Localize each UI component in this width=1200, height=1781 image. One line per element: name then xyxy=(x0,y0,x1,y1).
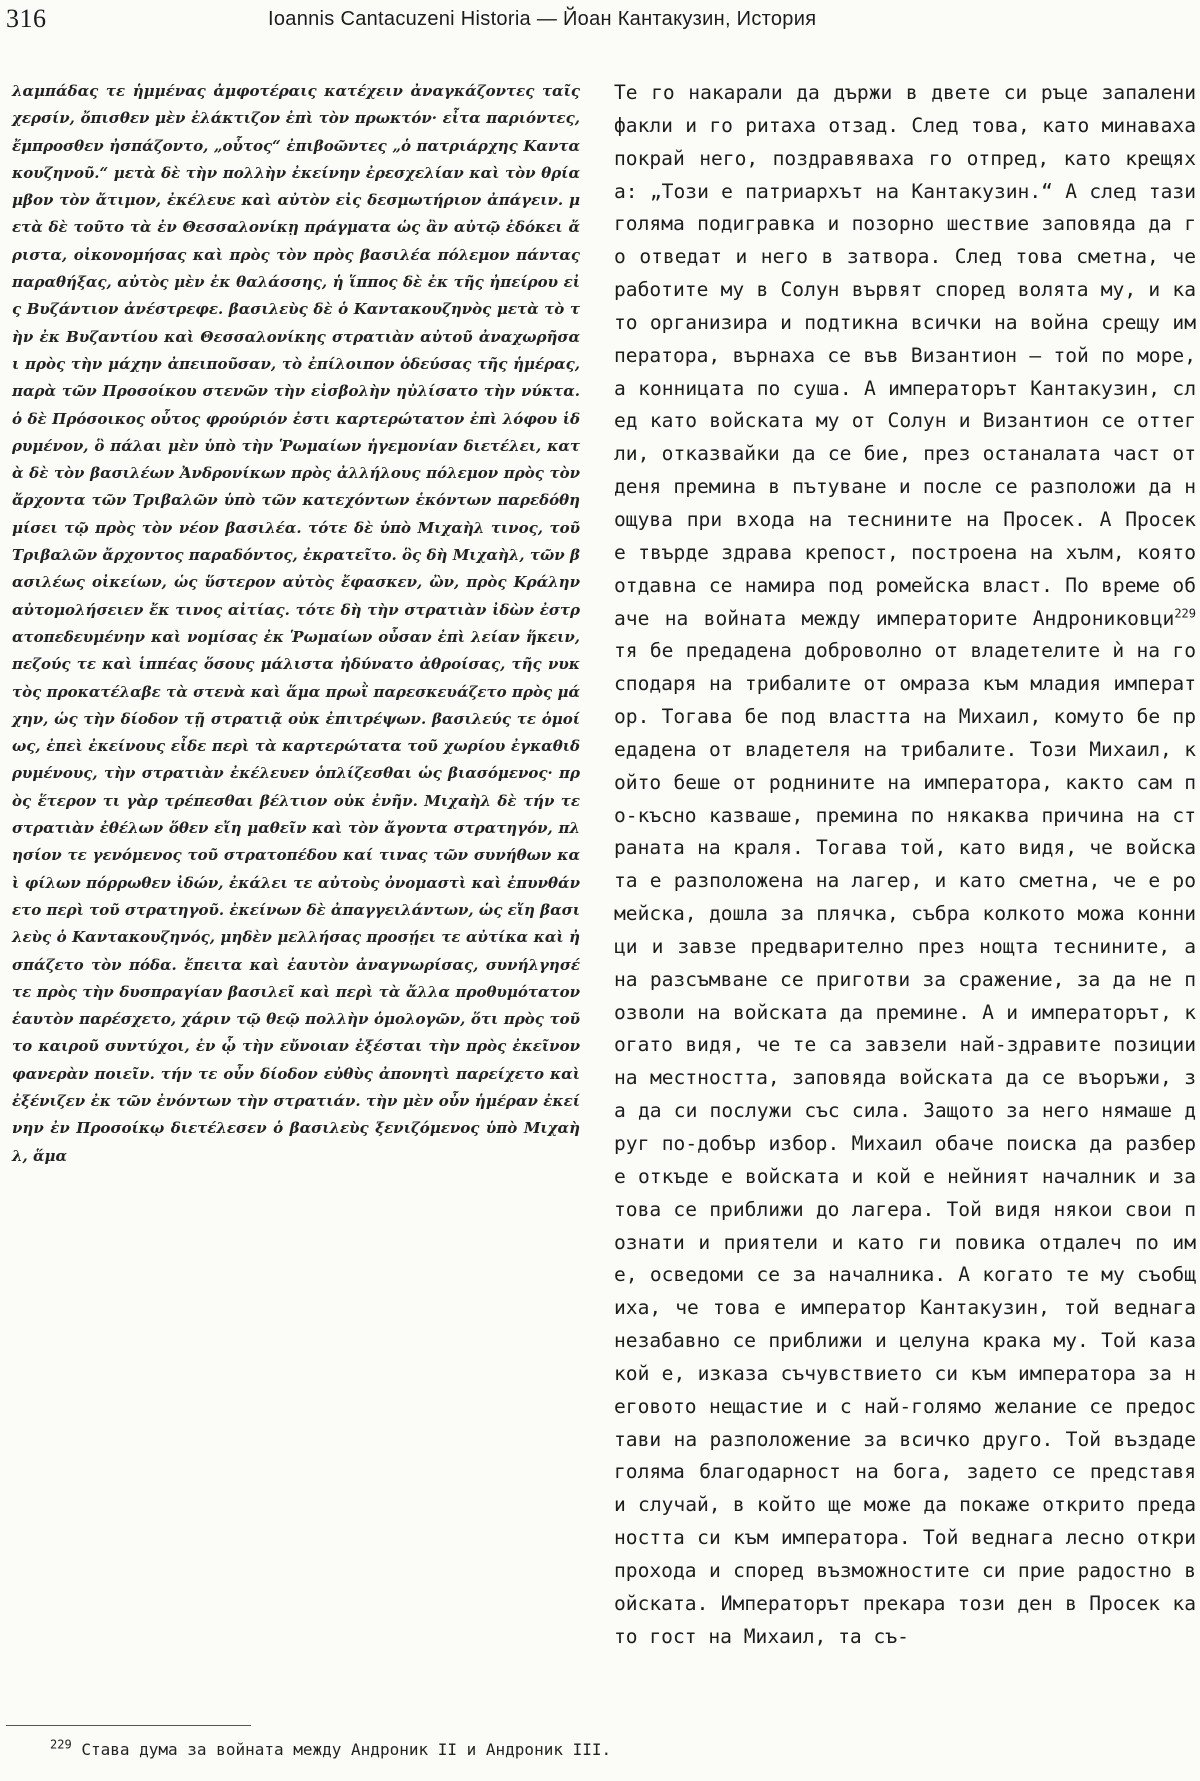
translation-text-part1: Те го накарали да държи в двете си ръце запалени факли и го ритаха отзад. След това, като минаваха покрай него, поздравяваха го отпред, като крещяха: „Този е патриархът на Кантакузин.“ А след тази голяма подигравка и позорно шествие заповяда да го отведат и него в затвора. След това сметна, че работите му в Солун вървят според волята му, и като организира и подтикна всички на война срещу императора, върнаха се във Византион — той по море, а конницата по суша. А императорът Кантакузин, след като войската му от Солун и Византион се оттегли, отказвайки да се бие, през останалата част от деня премина в пътуване и после се разположи да нощува при входа на теснините на Просек. А Просек е твърде здрава крепост, построена на хълм, която отдавна се намира под ромейска власт. По време обаче на войната между императорите Андрониковци xyxy=(614,81,1196,630)
translation-text-part2: тя бе предадена доброволно от владетелите ѝ на господаря на трибалите от омраза към младия император. Тогава бе под властта на Михаил, комуто бе предадена от владетеля на трибалите. Този Михаил, който беше от роднините на императора, както сам по-късно казваше, премина по някаква причина на страната на краля. Тогава той, като видя, че войската е разположена на лагер, и като сметна, че е ромейска, дошла за плячка, събра колкото можа конници и завзе предварително през нощта теснините, а на разсъмване се приготви за сражение, за да не позволи на войската да премине. А и императорът, когато видя, че те са завзели най-здравите позиции на местността, заповяда войската да се въоръжи, за да си послужи със сила. Защото за него нямаше друг по-добър избор. Михаил обаче поиска да разбере откъде е войската и кой е нейният началник и затова се приближи до лагера. Той видя някои свои познати и приятели и като ги повика отдалеч по име, осведоми се за началника. А когато те му съобщиха, че това е император Кантакузин, той веднага незабавно се приближи и целуна крака му. Той каза кой е, изказа съчувствието си към императора за неговото нещастие и с най-голямо желание се предостави на разположение за всичко друго. Той въздаде голяма благодарност на бога, задето се представя и случай, в който ще може да покаже открито предаността си към императора. Той веднага лесно откри прохода и според възможностите си прие радостно войската. Императорът прекара този ден в Просек като гост на Михаил, та съ- xyxy=(614,639,1196,1648)
footnote-divider xyxy=(6,1725,251,1726)
footnote-number: 229 xyxy=(50,1737,72,1752)
bulgarian-translation-column xyxy=(614,77,1196,1654)
page-number: 316 xyxy=(6,4,47,33)
footnote-reference: 229 xyxy=(1174,605,1196,620)
greek-text-column: λαμπάδας τε ἡμμένας ἀμφοτέραις κατέχειν ἀναγκάζοντες ταῖς χερσίν, ὄπισθεν μὲν ἐλάκτιζον ἐπὶ τὸν πρωκτόν· εἶτα παριόντες, ἔμπροσθεν ἠσπάζοντο, „οὗτος“ ἐπιβοῶντες „ὁ πατριάρχης Καντακουζηνοῦ.“ μετὰ δὲ τὴν πολλὴν ἐκείνην ἐρεσχελίαν καὶ τὸν θρίαμβον τὸν ἄτιμον, ἐκέλευε καὶ αὐτὸν εἰς δεσμωτήριον ἀπάγειν. μετὰ δὲ τοῦτο τὰ ἐν Θεσσαλονίκῃ πράγματα ὡς ἂν αὐτῷ ἐδόκει ἄριστα, οἰκονομήσας καὶ πρὸς τὸν πρὸς βασιλέα πόλεμον πάντας παραθήξας, αὐτὸς μὲν ἐκ θαλάσσης, ἡ ἵππος δὲ ἐκ τῆς ἠπείρου εἰς Βυζάντιον ἀνέστρεφε. βασιλεὺς δὲ ὁ Καντακουζηνὸς μετὰ τὸ τὴν ἐκ Βυζαντίου καὶ Θεσσαλονίκης στρατιὰν αὐτοῦ ἀναχωρῆσαι πρὸς τὴν μάχην ἀπειποῦσαν, τὸ ἐπίλοιπον ὁδεύσας τῆς ἡμέρας, παρὰ τῶν Προσοίκου στενῶν τὴν εἰσβολὴν ηὐλίσατο τὴν νύκτα. ὁ δὲ Πρόσοικος οὗτος φρούριόν ἐστι καρτερώτατον ἐπὶ λόφου ἱδρυμένον, ὃ πάλαι μὲν ὑπὸ τὴν Ῥωμαίων ἡγεμονίαν διετέλει, κατὰ δὲ τὸν βασιλέων Ἀνδρονίκων πρὸς ἀλλήλους πόλεμον πρὸς τὸν ἄρχοντα τῶν Τριβαλῶν ὑπὸ τῶν κατεχόντων ἑκόντων παρεδόθη μίσει τῷ πρὸς τὸν νέον βασιλέα. τότε δὲ ὑπὸ Μιχαὴλ τινος, τοῦ Τριβαλῶν ἄρχοντος παραδόντος, ἐκρατεῖτο. ὃς δὴ Μιχαὴλ, τῶν βασιλέως οἰκείων, ὡς ὕστερον αὐτὸς ἔφασκεν, ὢν, πρὸς Κράλην αὐτομολήσειεν ἔκ τινος αἰτίας. τότε δὴ τὴν στρατιὰν ἰδὼν ἐστρατοπεδευμένην καὶ νομίσας ἐκ Ῥωμαίων οὖσαν ἐπὶ λείαν ἥκειν, πεζούς τε καὶ ἱππέας ὅσους μάλιστα ἠδύνατο ἀθροίσας, τῆς νυκτὸς προκατέλαβε τὰ στενὰ καὶ ἅμα πρωῒ παρεσκευάζετο πρὸς μάχην, ὡς τὴν δίοδον τῇ στρατιᾷ οὐκ ἐπιτρέψων. βασιλεύς τε ὁμοίως, ἐπεὶ ἐκείνους εἶδε περὶ τὰ καρτερώτατα τοῦ χωρίου ἐγκαθιδρυμένους, τὴν στρατιὰν ἐκέλευεν ὁπλίζεσθαι ὡς βιασόμενος· πρὸς ἕτερον τι γὰρ τρέπεσθαι βέλτιον οὐκ ἐνῆν. Μιχαὴλ δὲ τήν τε στρατιὰν ἐθέλων ὅθεν εἴη μαθεῖν καὶ τὸν ἄγοντα στρατηγόν, πλησίον τε γενόμενος τοῦ στρατοπέδου καί τινας τῶν συνήθων καὶ φίλων πόρρωθεν ἰδών, ἐκάλει τε αὐτοὺς ὀνομαστὶ καὶ ἐπυνθάνετο περὶ τοῦ στρατηγοῦ. ἐκείνων δὲ ἀπαγγειλάντων, ὡς εἴη βασιλεὺς ὁ Καντακουζηνός, μηδὲν μελλήσας προσῄει τε αὐτίκα καὶ ἠσπάζετο τὸν πόδα. ἔπειτα καὶ ἑαυτὸν ἀναγνωρίσας, συνήλγησέ τε πρὸς τὴν δυσπραγίαν βασιλεῖ καὶ περὶ τὰ ἄλλα προθυμότατον ἑαυτὸν παρέσχετο, χάριν τῷ θεῷ πολλὴν ὁμολογῶν, ὅτι πρὸς τοῦτο καιροῦ συντύχοι, ἐν ᾧ τὴν εὔνοιαν ἐξέσται τὴν πρὸς ἐκεῖνον φανερὰν ποιεῖν. τήν τε οὖν δίοδον εὐθὺς ἀπονητὶ παρείχετο καὶ ἐξένιζεν ἐκ τῶν ἐνόντων τὴν στρατιάν. τὴν μὲν οὖν ἡμέραν ἐκείνην ἐν Προσοίκῳ διετέλεσεν ὁ βασιλεὺς ξενιζόμενος ὑπὸ Μιχαὴλ, ἅμα xyxy=(12,82,580,1165)
running-head xyxy=(0,0,1200,40)
footnote xyxy=(50,1737,1150,1759)
running-title: Ioannis Cantacuzeni Historia — Йоан Кантакузин, История xyxy=(268,8,817,30)
footnote-text: Става дума за войната между Андроник II и Андроник III. xyxy=(71,1740,612,1759)
